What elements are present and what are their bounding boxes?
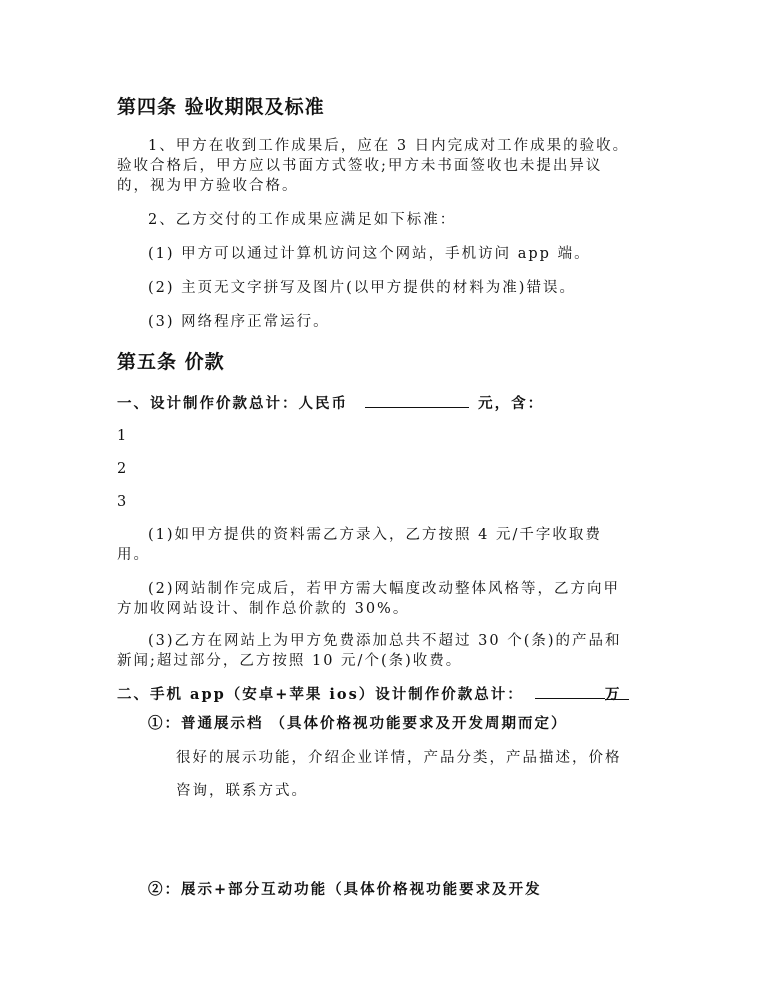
- clause-2-line2: 方加收网站设计、制作总价款的 30%。: [117, 601, 410, 617]
- total-label: 一、设计制作价款总计：人民币: [117, 395, 348, 412]
- clause-1-line2: 用。: [117, 547, 150, 563]
- app-amount-blank: [535, 684, 605, 699]
- num-3: 3: [117, 494, 129, 510]
- art4-item-3: (3) 网络程序正常运行。: [148, 314, 330, 330]
- app-unit: 万: [605, 685, 630, 700]
- app-total-line: [117, 684, 629, 705]
- total-suffix: 元，含：: [478, 395, 545, 412]
- art4-p1-line3: 的，视为甲方验收合格。: [117, 178, 299, 194]
- art5-total-line: [117, 393, 544, 414]
- option-1-desc-line1: 很好的展示功能，介绍企业详情，产品分类，产品描述，价格: [176, 750, 622, 766]
- option-1-title: ①：普通展示档 （具体价格视功能要求及开发周期而定）: [148, 715, 568, 732]
- clause-1-line1: (1)如甲方提供的资料需乙方录入，乙方按照 4 元/千字收取费: [148, 527, 602, 543]
- clause-3-line2: 新闻;超过部分，乙方按照 10 元/个(条)收费。: [117, 653, 463, 669]
- clause-3-line1: (3)乙方在网站上为甲方免费添加总共不超过 30 个(条)的产品和: [148, 633, 622, 649]
- art4-item-2: (2) 主页无文字拼写及图片(以甲方提供的材料为准)错误。: [148, 280, 576, 296]
- num-1: 1: [117, 428, 129, 444]
- app-total-label: 二、手机 app（安卓+苹果 ios）设计制作价款总计：: [117, 686, 524, 703]
- clause-2-line1: (2)网站制作完成后，若甲方需大幅度改动整体风格等，乙方向甲: [148, 581, 621, 597]
- art4-p1-line2: 验收合格后，甲方应以书面方式签收;甲方未书面签收也未提出异议: [117, 158, 603, 174]
- article-5-heading: 第五条 价款: [117, 351, 225, 373]
- art4-p2: 2、乙方交付的工作成果应满足如下标准：: [148, 212, 457, 228]
- option-1-desc-line2: 咨询，联系方式。: [176, 783, 308, 799]
- art4-p1-line1: 1、甲方在收到工作成果后，应在 3 日内完成对工作成果的验收。: [148, 138, 630, 154]
- art4-item-1: (1) 甲方可以通过计算机访问这个网站，手机访问 app 端。: [148, 246, 591, 262]
- total-amount-blank: [365, 393, 469, 408]
- option-2-title: ②：展示+部分互动功能（具体价格视功能要求及开发: [148, 881, 542, 898]
- article-4-heading: 第四条 验收期限及标准: [117, 96, 325, 118]
- num-2: 2: [117, 461, 129, 477]
